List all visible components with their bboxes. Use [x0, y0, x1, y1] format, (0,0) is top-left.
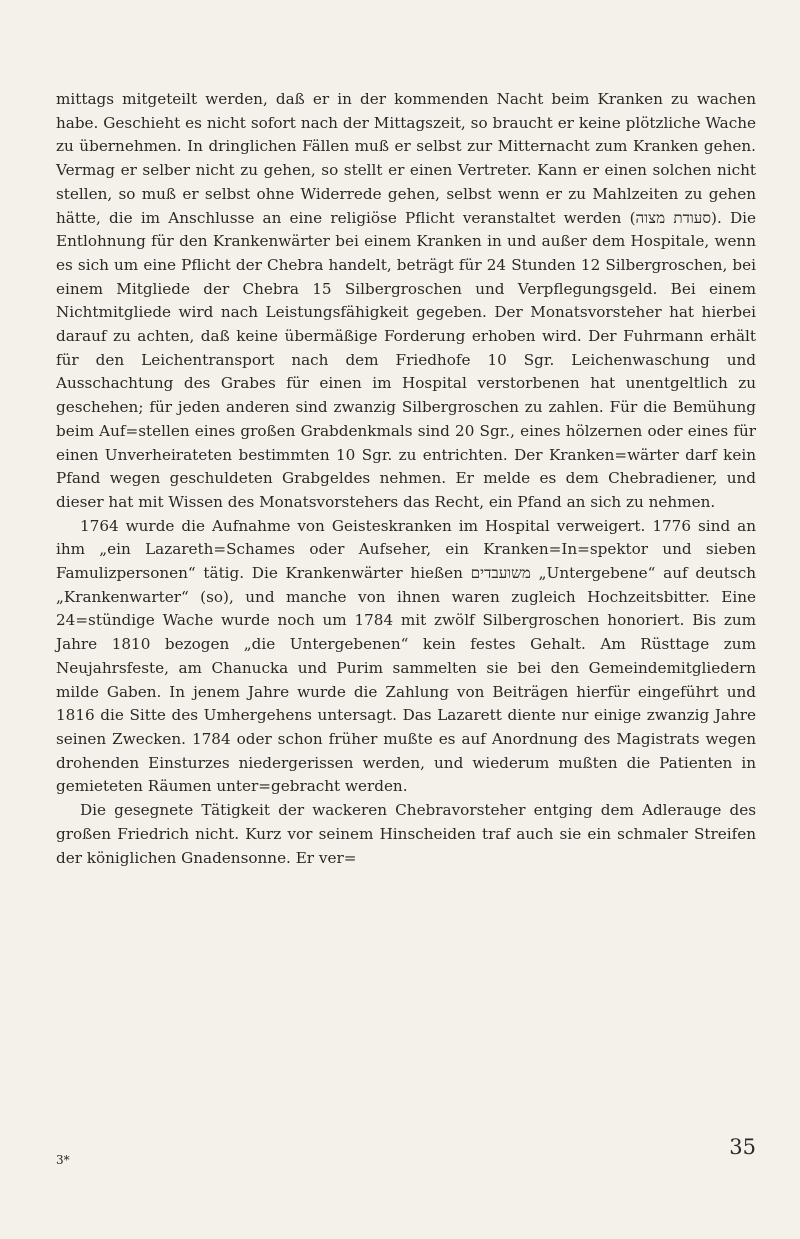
- page-number: 35: [729, 1135, 756, 1159]
- paragraph-3: Die gesegnete Tätigkeit der wackeren Chebravorsteher entging dem Adlerauge des großen Friedrich nicht. Kurz vor seinem Hinscheiden traf auch sie ein schmaler Streifen der königlichen Gnadensonne. Er ver=: [56, 801, 756, 867]
- paragraph-1: mittags mitgeteilt werden, daß er in der kommenden Nacht beim Kranken zu wachen habe. Geschieht es nicht sofort nach der Mittagszeit, so braucht er keine plötzliche Wache zu übernehmen. In dringlichen Fällen muß er selbst zur Mitternacht zum Kranken gehen. Vermag er selber nicht zu gehen, so stellt er einen Vertreter. Kann er einen solchen nicht stellen, so muß er selbst ohne Widerrede gehen, selbst wenn er zu Mahlzeiten zu gehen hätte, die im Anschlusse an eine religiöse Pflicht veranstaltet werden (סעודת מצוה). Die Entlohnung für den Krankenwärter bei einem Kranken in und außer dem Hospitale, wenn es sich um eine Pflicht der Chebra handelt, beträgt für 24 Stunden 12 Silbergroschen, bei einem Mitgliede der Chebra 15 Silbergroschen und Verpflegungsgeld. Bei einem Nichtmitgliede wird nach Leistungsfähigkeit gegeben. Der Monatsvorsteher hat hierbei darauf zu achten, daß keine übermäßige Forderung erhoben wird. Der Fuhrmann erhält für den Leichentransport nach dem Friedhofe 10 Sgr. Leichenwaschung und Ausschachtung des Grabes für einen im Hospital verstorbenen hat unentgeltlich zu geschehen; für jeden anderen sind zwanzig Silbergroschen zu zahlen. Für die Bemühung beim Auf=stellen eines großen Grabdenkmals sind 20 Sgr., eines hölzernen oder eines für einen Unverheirateten bestimmten 10 Sgr. zu entrichten. Der Kranken=wärter darf kein Pfand wegen geschuldeten Grabgeldes nehmen. Er melde es dem Chebradiener, und dieser hat mit Wissen des Monatsvorstehers das Recht, ein Pfand an sich zu nehmen.: [56, 90, 756, 511]
- page-body: [56, 88, 756, 870]
- paragraph-2: 1764 wurde die Aufnahme von Geisteskranken im Hospital verweigert. 1776 sind an ihm „ein Lazareth=Schames oder Aufseher, ein Kranken=In=spektor und sieben Famulizpersonen“ tätig. Die Krankenwärter hießen משועבדים „Untergebene“ auf deutsch „Krankenwarter“ (so), und manche von ihnen waren zugleich Hochzeitsbitter. Eine 24=stündige Wache wurde noch um 1784 mit zwölf Silbergroschen honoriert. Bis zum Jahre 1810 bezogen „die Untergebenen“ kein festes Gehalt. Am Rüsttage zum Neujahrsfeste, am Chanucka und Purim sammelten sie bei den Gemeindemitgliedern milde Gaben. In jenem Jahre wurde die Zahlung von Beiträgen hierfür eingeführt und 1816 die Sitte des Umhergehens untersagt. Das Lazarett diente nur einige zwanzig Jahre seinen Zwecken. 1784 oder schon früher mußte es auf Anordnung des Magistrats wegen drohenden Einsturzes niedergerissen werden, und wiederum mußten die Patienten in gemieteten Räumen unter=gebracht werden.: [56, 516, 756, 796]
- printer-signature: 3*: [56, 1153, 70, 1167]
- page-footer: [56, 1135, 756, 1175]
